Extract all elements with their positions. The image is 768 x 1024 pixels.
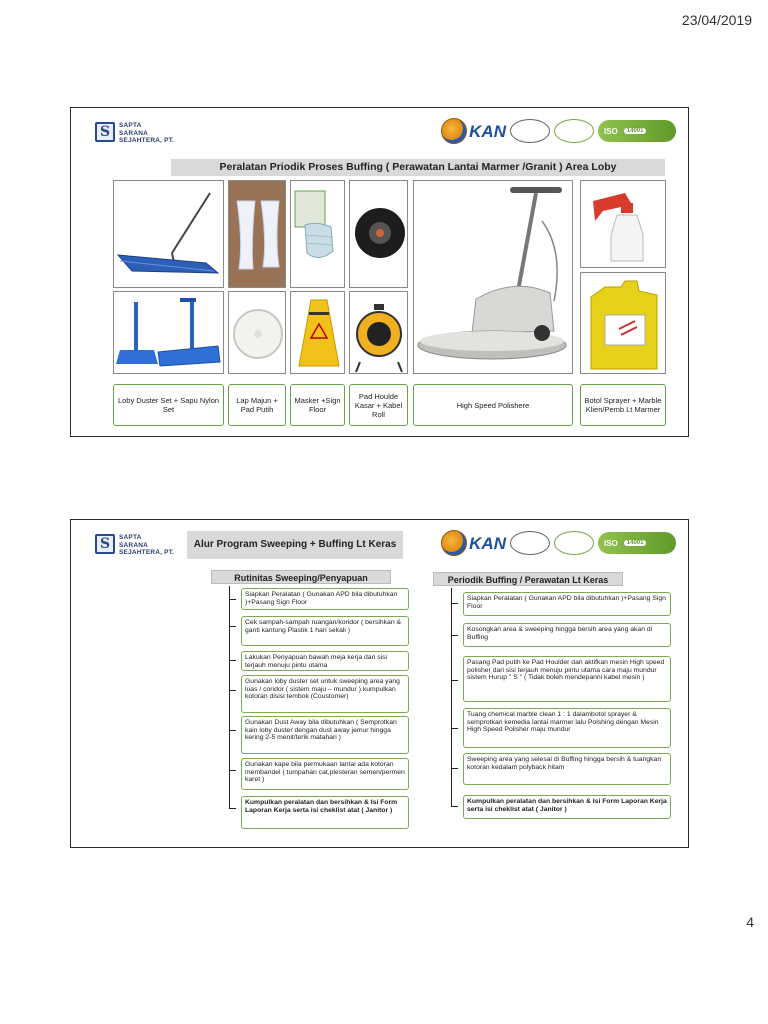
photo-botol-sprayer [580, 180, 666, 268]
company-name-line2: SARANA [119, 541, 149, 549]
right-step-2: Kosongkan area & sweeping hingga bersih area yang akan di Buffing [463, 623, 671, 647]
kan-logo-text: KAN [469, 121, 506, 141]
label-lap-majun: Lap Majun + Pad Putih [228, 384, 286, 426]
left-step-2: Cek sampah-sampah ruangan/koridor ( bersihkan & ganti kantong Plastik 1 hari sekali ) [241, 616, 409, 646]
company-name-line1: SAPTA [119, 534, 142, 541]
company-logo [95, 534, 174, 557]
polisher-icon [414, 181, 573, 374]
label-polisher: High Speed Polishere [413, 384, 573, 426]
left-flow-tick [229, 660, 236, 661]
photo-kabel-roll [349, 291, 408, 374]
left-step-5: Gunakan Dust Away bila dibutuhkan ( Semprotkan kain loby duster dengan dust away jemur hingga kering 2-5 menit/terik matahari ) [241, 716, 409, 754]
left-step-3: Lakukan Penyapuan bawah meja kerja dari sisi terjauh menuju pintu utama [241, 651, 409, 671]
pad-holder-icon [350, 181, 408, 288]
right-column-title: Periodik Buffing / Perawatan Lt Keras [433, 572, 623, 586]
company-logo-icon: S [95, 534, 115, 554]
left-step-1: Siapkan Peralatan ( Gunakan APD bila dibutuhkan )+Pasang Sign Floor [241, 588, 409, 610]
print-date: 23/04/2019 [681, 12, 752, 28]
photo-pad-houlde [349, 180, 408, 288]
slide1-title: Peralatan Priodik Proses Buffing ( Perawatan Lantai Marmer /Granit ) Area Loby [171, 159, 665, 176]
certification-logos [441, 530, 676, 556]
slide-equipment [70, 107, 689, 437]
kan-logo [441, 118, 506, 144]
company-logo-icon: S [95, 122, 115, 142]
right-step-3: Pasang Pad putih ke Pad Houlder dan aktifkan mesin High speed polisher dari sisi terjauh menuju pintu utama cara maju mundur sistem Hurup " S " ( Tidak boleh mendepanni kabel mesin ) [463, 656, 671, 702]
right-step-6: Kumpulkan peralatan dan bersihkan & Isi Form Laporan Kerja serta isi cheklist atat ( Janitor ) [463, 795, 671, 819]
iso-14001-badge [598, 532, 676, 554]
label-masker: Masker +Sign Floor [290, 384, 345, 426]
iso-badge-number: 14001 [624, 128, 647, 134]
photo-masker [290, 180, 345, 288]
right-flow-tick [451, 768, 458, 769]
right-flow-connector [451, 588, 457, 806]
spray-bottle-icon [581, 181, 666, 268]
left-step-6: Gunakan kape bila permukaan lantai ada kotoran membandel ( tumpahan cat,plesteran semen/permen karet ) [241, 758, 409, 790]
slide2-title: Alur Program Sweeping + Buffing Lt Keras [187, 531, 403, 559]
left-flow-tick [229, 626, 236, 627]
company-name-line2: SARANA [119, 129, 149, 137]
right-step-5: Sweeping area yang selesai di Buffing hingga bersih & tuangkan kotoran kedalam polyback hitam [463, 753, 671, 785]
label-pad-houlde: Pad Houlde Kasar + Kabel Roll [349, 384, 408, 426]
label-loby-duster: Loby Duster Set + Sapu Nylon Set [113, 384, 224, 426]
globe-icon [441, 530, 467, 556]
photo-pad-putih [228, 291, 286, 374]
left-flow-tick [229, 770, 236, 771]
right-flow-tick [451, 728, 458, 729]
iso-badge-number: 14001 [624, 540, 647, 546]
left-flow-tick [229, 690, 236, 691]
company-name-line3: SEJAHTERA, PT. [119, 549, 175, 556]
right-flow-tick [451, 603, 458, 604]
photo-lap-majun [228, 180, 286, 288]
globe-icon [441, 118, 467, 144]
cloth-icon [229, 181, 286, 288]
certification-logos [441, 118, 676, 144]
cable-reel-icon [350, 292, 408, 374]
left-flow-connector [229, 586, 235, 808]
kan-logo [441, 530, 506, 556]
left-flow-tick [229, 730, 236, 731]
iso-14001-seal-icon [554, 119, 594, 143]
mask-icon [291, 181, 345, 288]
left-flow-tick [229, 808, 236, 809]
left-column-title: Rutinitas Sweeping/Penyapuan [211, 570, 391, 584]
iso-badge-text: ISO [604, 126, 618, 136]
right-step-1: Siapkan Peralatan ( Gunakan APD bila dibutuhkan )+Pasang Sign Floor [463, 592, 671, 616]
dustpan-icon [114, 292, 224, 374]
iso-9001-seal-icon [510, 531, 550, 555]
photo-marble-klien [580, 272, 666, 374]
left-step-4: Gunakan loby duster set untuk sweeping area yang luas / coridor ( sistem maju – mundur ) kumpulkan kotoran disisi tembok (Coustomer) [241, 675, 409, 713]
iso-14001-badge [598, 120, 676, 142]
iso-9001-seal-icon [510, 119, 550, 143]
page-number: 4 [746, 914, 754, 930]
right-flow-tick [451, 806, 458, 807]
left-step-7: Kumpulkan peralatan dan bersihkan & Isi Form Laporan Kerja serta isi cheklist atat ( Janitor ) [241, 796, 409, 829]
label-botol-sprayer: Botol Sprayer + Marble Klien/Pemb Lt Marmer [580, 384, 666, 426]
mop-icon [114, 181, 224, 288]
company-name-line1: SAPTA [119, 122, 142, 129]
iso-14001-seal-icon [554, 531, 594, 555]
photo-high-speed-polisher [413, 180, 573, 374]
right-flow-tick [451, 680, 458, 681]
photo-sapu-nylon [113, 291, 224, 374]
kan-logo-text: KAN [469, 533, 506, 553]
slide-program-flow [70, 519, 689, 848]
company-logo [95, 122, 174, 145]
photo-sign-floor [290, 291, 345, 374]
photo-loby-duster [113, 180, 224, 288]
wet-floor-sign-icon [291, 292, 345, 374]
right-step-4: Tuang chemical marble clean 1 : 1 dalambotol sprayer & semprotkan kemedia lantai marmer lalu Polshing dengan Mesin High Speed Polisher maju mundur [463, 708, 671, 748]
right-flow-tick [451, 635, 458, 636]
white-pad-icon [229, 292, 286, 374]
company-name-line3: SEJAHTERA, PT. [119, 137, 175, 144]
iso-badge-text: ISO [604, 538, 618, 548]
chemical-jerrycan-icon [581, 273, 666, 374]
left-flow-tick [229, 599, 236, 600]
